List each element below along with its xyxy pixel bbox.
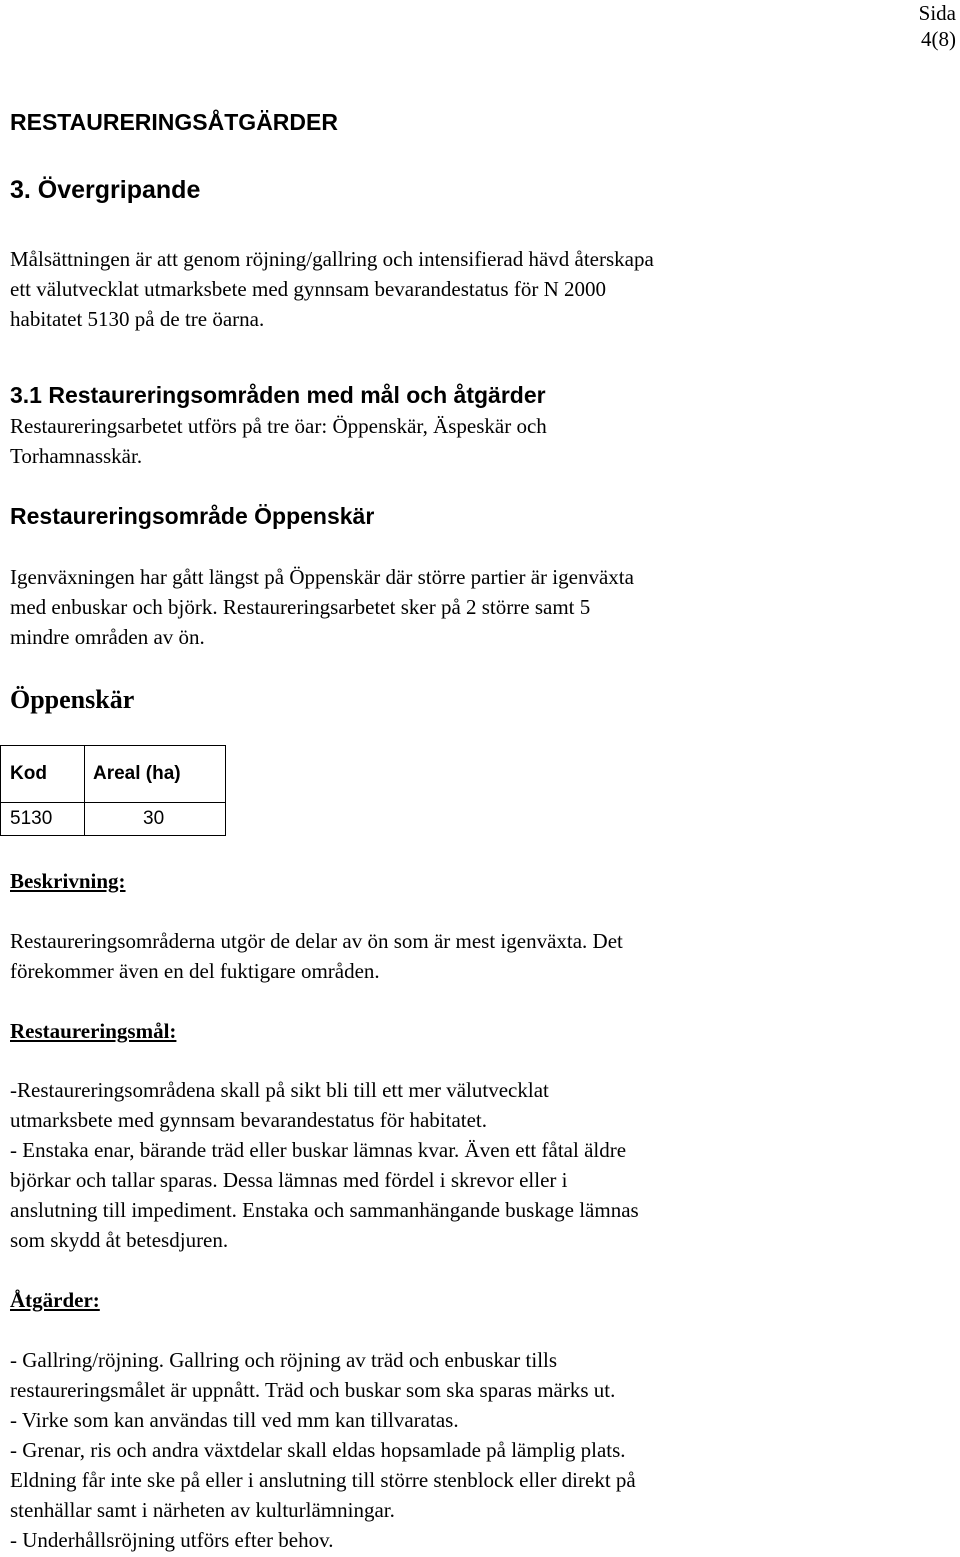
restaureringsmal-paragraph bbox=[10, 1075, 639, 1255]
page-count: 4(8) bbox=[921, 27, 956, 51]
text-line: Eldning får inte ske på eller i anslutning till större stenblock eller direkt på bbox=[10, 1468, 636, 1492]
text-line: stenhällar samt i närheten av kulturlämningar. bbox=[10, 1498, 395, 1522]
table-cell-kod: 5130 bbox=[1, 803, 85, 836]
area-heading: Restaureringsområde Öppenskär bbox=[10, 503, 375, 529]
table-cell-areal: 30 bbox=[85, 803, 226, 836]
beskrivning-heading: Beskrivning: bbox=[10, 869, 126, 893]
atgarder-paragraph bbox=[10, 1345, 636, 1555]
text-line: som skydd åt betesdjuren. bbox=[10, 1228, 229, 1252]
text-line: med enbuskar och björk. Restaureringsarbetet sker på 2 större samt 5 bbox=[10, 595, 591, 619]
area-paragraph bbox=[10, 562, 634, 652]
table-header-kod: Kod bbox=[1, 746, 85, 803]
text-line: - Virke som kan användas till ved mm kan tillvaratas. bbox=[10, 1408, 459, 1432]
text-line: restaureringsmålet är uppnått. Träd och buskar som ska sparas märks ut. bbox=[10, 1378, 616, 1402]
text-line: ett välutvecklat utmarksbete med gynnsam bevarandestatus för N 2000 bbox=[10, 277, 606, 301]
text-line: björkar och tallar sparas. Dessa lämnas med fördel i skrevor eller i bbox=[10, 1168, 568, 1192]
atgarder-heading: Åtgärder: bbox=[10, 1288, 100, 1312]
text-line: - Grenar, ris och andra växtdelar skall eldas hopsamlade på lämplig plats. bbox=[10, 1438, 626, 1462]
text-line: Restaureringsarbetet utförs på tre öar: Öppenskär, Äspeskär och bbox=[10, 414, 547, 438]
text-line: Igenväxningen har gått längst på Öppenskär där större partier är igenväxta bbox=[10, 565, 634, 589]
text-line: - Enstaka enar, bärande träd eller buskar lämnas kvar. Även ett fåtal äldre bbox=[10, 1138, 627, 1162]
text-line: mindre områden av ön. bbox=[10, 625, 205, 649]
section-3-paragraph bbox=[10, 244, 654, 334]
text-line: Målsättningen är att genom röjning/gallring och intensifierad hävd återskapa bbox=[10, 247, 654, 271]
page-label: Sida bbox=[918, 1, 956, 25]
text-line: -Restaureringsområdena skall på sikt bli till ett mer välutvecklat bbox=[10, 1078, 549, 1102]
section-31-heading: 3.1 Restaureringsområden med mål och åtgärder bbox=[10, 382, 546, 408]
text-line: förekommer även en del fuktigare områden. bbox=[10, 959, 380, 983]
table-header-row bbox=[1, 746, 226, 803]
section-31-paragraph bbox=[10, 411, 547, 471]
section-3-heading: 3. Övergripande bbox=[10, 176, 201, 204]
beskrivning-paragraph bbox=[10, 926, 623, 986]
table-row bbox=[1, 803, 226, 836]
text-line: anslutning till impediment. Enstaka och sammanhängande buskage lämnas bbox=[10, 1198, 639, 1222]
restaureringsmal-heading: Restaureringsmål: bbox=[10, 1019, 177, 1043]
text-line: utmarksbete med gynnsam bevarandestatus för habitatet. bbox=[10, 1108, 488, 1132]
text-line: - Underhållsröjning utförs efter behov. bbox=[10, 1528, 334, 1552]
main-heading: RESTAURERINGSÅTGÄRDER bbox=[10, 109, 338, 135]
page-number bbox=[919, 0, 956, 52]
table-header-areal: Areal (ha) bbox=[85, 746, 226, 803]
text-line: habitatet 5130 på de tre öarna. bbox=[10, 307, 265, 331]
text-line: - Gallring/röjning. Gallring och röjning av träd och enbuskar tills bbox=[10, 1348, 558, 1372]
text-line: Restaureringsområderna utgör de delar av ön som är mest igenväxta. Det bbox=[10, 929, 623, 953]
island-heading: Öppenskär bbox=[10, 685, 135, 714]
text-line: Torhamnasskär. bbox=[10, 444, 143, 468]
area-table bbox=[0, 745, 226, 836]
